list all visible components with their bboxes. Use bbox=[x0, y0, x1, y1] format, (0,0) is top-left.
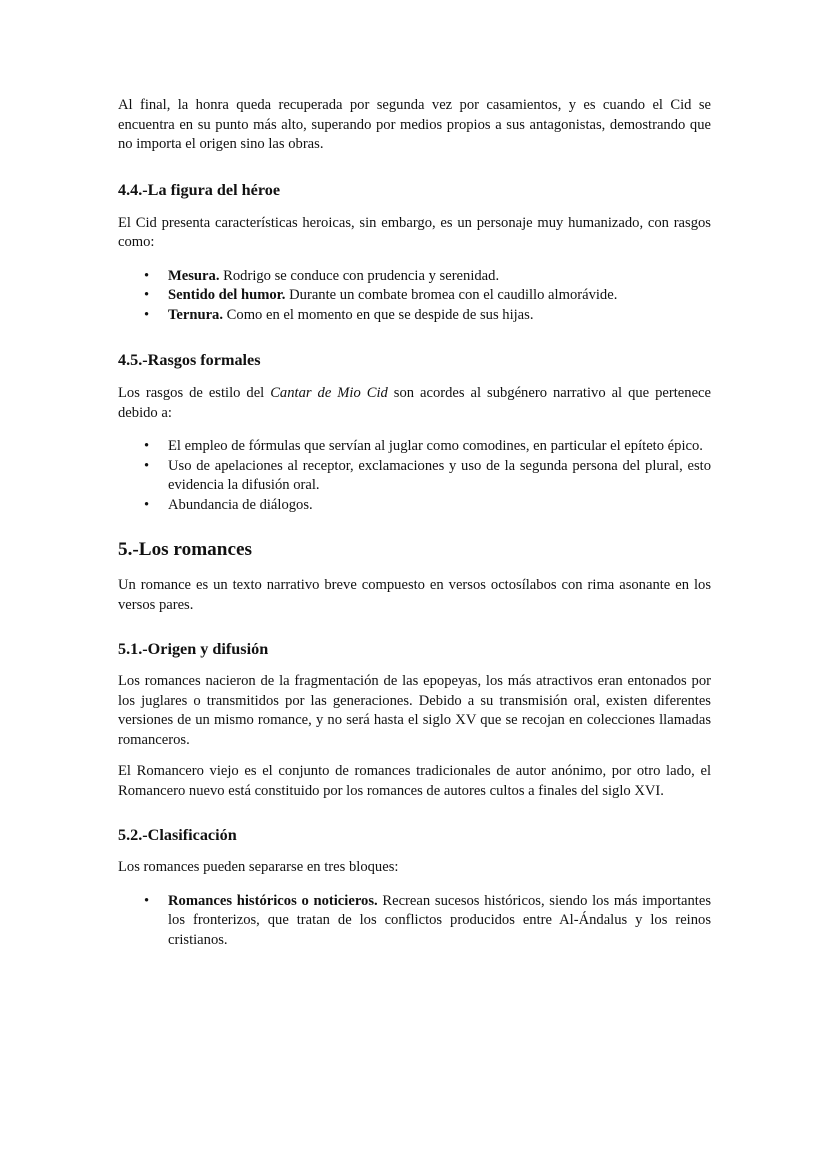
work-title: Cantar de Mio Cid bbox=[270, 385, 388, 401]
list-item bbox=[118, 306, 711, 326]
bullet-icon: • bbox=[144, 267, 150, 284]
list-5-2 bbox=[118, 892, 711, 951]
heading-4-4: 4.4.-La figura del héroe bbox=[118, 180, 281, 199]
list-item-text: Durante un combate bromea con el caudillo almorávide. bbox=[285, 287, 618, 303]
list-item bbox=[118, 437, 711, 457]
list-item bbox=[118, 892, 711, 951]
paragraph-5-2: Los romances pueden separarse en tres bloques: bbox=[118, 859, 399, 875]
list-item bbox=[118, 286, 711, 306]
heading-5-2: 5.2.-Clasificación bbox=[118, 826, 237, 844]
list-item-term: Mesura. bbox=[168, 267, 220, 284]
list-item bbox=[118, 496, 711, 516]
paragraph-5: Un romance es un texto narrativo breve compuesto en versos octosílabos con rima asonante en los versos pares. bbox=[118, 577, 711, 613]
list-item bbox=[118, 267, 711, 287]
bullet-icon: • bbox=[144, 438, 150, 454]
list-4-5 bbox=[118, 437, 711, 515]
heading-5-1: 5.1.-Origen y difusión bbox=[118, 640, 269, 658]
paragraph-4-5 bbox=[118, 384, 711, 423]
list-item-text: Recrean sucesos históricos, siendo los más importantes los fronterizos, que tratan de los conflictos producidos entre Al-Ándalus y los reinos cristianos. bbox=[168, 892, 711, 948]
heading-5: 5.-Los romances bbox=[118, 539, 252, 560]
bullet-icon: • bbox=[144, 457, 150, 474]
paragraph-5-1-b: El Romancero viejo es el conjunto de romances tradicionales de autor anónimo, por otro lado, el Romancero nuevo está constituido por los romances de autores cultos a finales del siglo XVI. bbox=[118, 763, 711, 799]
list-item-term: Sentido del humor. bbox=[168, 287, 286, 303]
heading-4-5: 4.5.-Rasgos formales bbox=[118, 351, 261, 369]
list-4-4 bbox=[118, 267, 711, 326]
list-item-text: Rodrigo se conduce con prudencia y serenidad. bbox=[219, 267, 500, 284]
paragraph-text: Los rasgos de estilo del bbox=[118, 385, 271, 401]
list-item-text: El empleo de fórmulas que servían al juglar como comodines, en particular el epíteto épico. bbox=[168, 438, 703, 454]
list-item-term: Romances históricos o noticieros. bbox=[168, 892, 378, 909]
list-item bbox=[118, 457, 711, 496]
list-item-text: Como en el momento en que se despide de sus hijas. bbox=[223, 306, 534, 323]
paragraph-text: son acordes al subgénero narrativo al que pertenece debido a: bbox=[118, 385, 711, 421]
paragraph-4-4: El Cid presenta características heroicas, sin embargo, es un personaje muy humanizado, con rasgos como: bbox=[118, 214, 711, 250]
list-item-text: Uso de apelaciones al receptor, exclamaciones y uso de la segunda persona del plural, esto evidencia la difusión oral. bbox=[168, 457, 711, 493]
bullet-icon: • bbox=[144, 306, 150, 323]
bullet-icon: • bbox=[144, 892, 150, 909]
document-page bbox=[118, 96, 711, 950]
bullet-icon: • bbox=[144, 496, 150, 513]
list-item-text: Abundancia de diálogos. bbox=[168, 496, 313, 513]
paragraph-5-1-a: Los romances nacieron de la fragmentación de las epopeyas, los más atractivos eran entonados por los juglares o transmitidos por las generaciones. Debido a su transmisión oral, existen diferentes versiones de un mismo romance, y no será hasta el siglo XV que se recojan en colecciones llamadas romanceros. bbox=[118, 673, 711, 748]
intro-paragraph: Al final, la honra queda recuperada por segunda vez por casamientos, y es cuando el Cid se encuentra en su punto más alto, superando por medios propios a sus antagonistas, demostrando que no importa el origen sino las obras. bbox=[118, 97, 711, 152]
bullet-icon: • bbox=[144, 287, 150, 303]
list-item-term: Ternura. bbox=[168, 306, 224, 323]
